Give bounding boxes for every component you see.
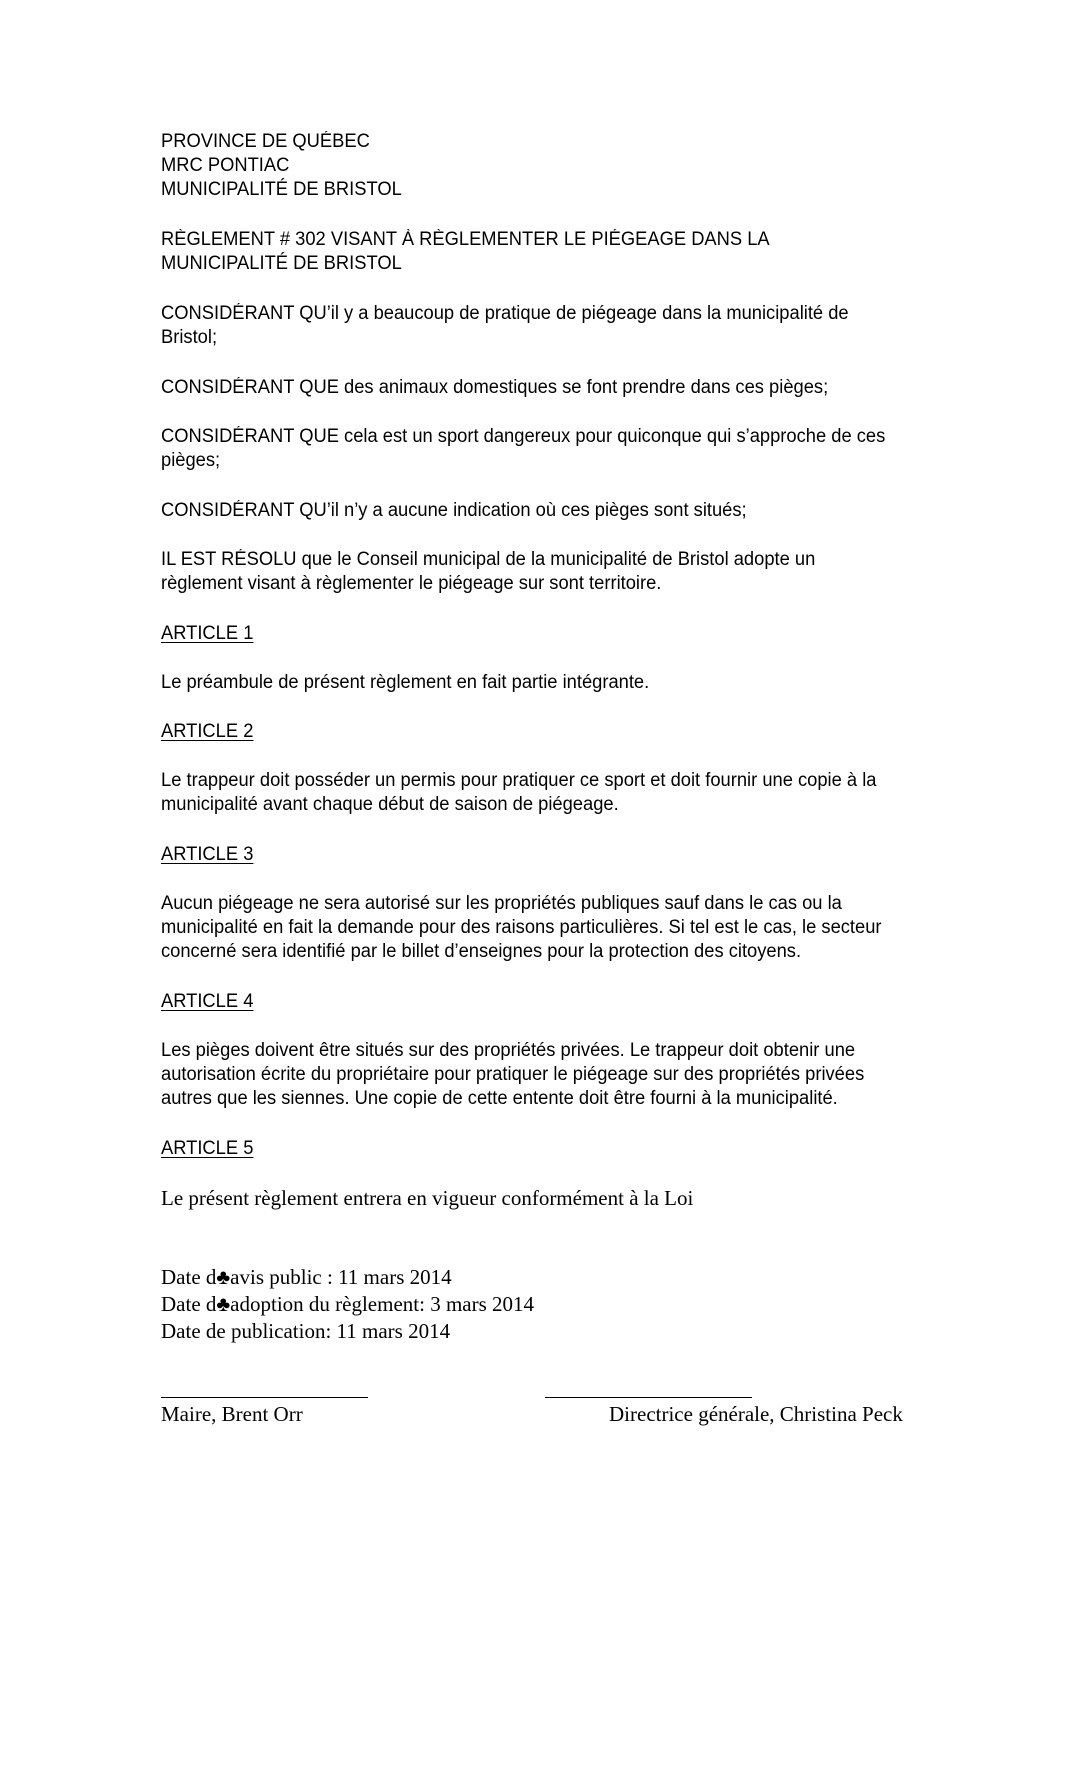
header-mrc: MRC PONTIAC [161, 155, 290, 176]
header-block [161, 130, 402, 202]
article-3-body [161, 892, 882, 964]
preamble-whereas-3 [161, 425, 885, 473]
signature-director-general: Directrice générale, Christina Peck [609, 1402, 903, 1426]
dates-block [161, 1264, 534, 1345]
article-line: Les pièges doivent être situés sur des propriétés privées. Le trappeur doit obtenir une [161, 1040, 856, 1061]
preamble-line: CONSIDÉRANT QU’il y a beaucoup de pratique de piégeage dans la municipalité de [161, 303, 849, 324]
bylaw-title-line: RÈGLEMENT # 302 VISANT À RÈGLEMENTER LE PIÉGEAGE DANS LA [161, 229, 770, 250]
article-line: autres que les siennes. Une copie de cette entente doit être fourni à la municipalité. [161, 1088, 838, 1109]
article-line: concerné sera identifié par le billet d’enseignes pour la protection des citoyens. [161, 941, 802, 962]
preamble-whereas-4 [161, 499, 747, 523]
article-3-heading: ARTICLE 3 [161, 844, 254, 865]
preamble-line: CONSIDÉRANT QU’il n’y a aucune indication où ces pièges sont situés; [161, 500, 747, 521]
preamble-line: IL EST RÉSOLU que le Conseil municipal de la municipalité de Bristol adopte un [161, 549, 816, 570]
article-line: Aucun piégeage ne sera autorisé sur les propriétés publiques sauf dans le cas ou la [161, 893, 842, 914]
preamble-line: CONSIDÉRANT QUE des animaux domestiques se font prendre dans ces pièges; [161, 377, 829, 398]
bylaw-title-line: MUNICIPALITÉ DE BRISTOL [161, 253, 402, 274]
article-line: Le présent règlement entrera en vigueur conformément à la Loi [161, 1186, 694, 1210]
article-1-heading: ARTICLE 1 [161, 623, 254, 644]
article-4-heading: ARTICLE 4 [161, 991, 254, 1012]
article-1-body [161, 671, 649, 695]
article-5-body [161, 1185, 693, 1212]
signature-line-mayor [161, 1397, 368, 1398]
preamble-resolution [161, 548, 815, 596]
preamble-line: Bristol; [161, 327, 218, 348]
preamble-line: pièges; [161, 450, 221, 471]
article-4-body [161, 1039, 864, 1111]
article-line: Le trappeur doit posséder un permis pour pratiquer ce sport et doit fournir une copie à la [161, 770, 877, 791]
date-public-notice: Date d♣avis public : 11 mars 2014 [161, 1265, 452, 1289]
bylaw-title [161, 228, 770, 276]
article-2-heading: ARTICLE 2 [161, 721, 254, 742]
date-publication: Date de publication: 11 mars 2014 [161, 1319, 451, 1343]
preamble-line: règlement visant à règlementer le piégeage sur sont territoire. [161, 573, 662, 594]
article-line: Le préambule de présent règlement en fait partie intégrante. [161, 672, 650, 693]
signature-line-director [545, 1397, 752, 1398]
article-line: municipalité en fait la demande pour des raisons particulières. Si tel est le cas, le secteur [161, 917, 882, 938]
preamble-line: CONSIDÉRANT QUE cela est un sport dangereux pour quiconque qui s’approche de ces [161, 426, 886, 447]
preamble-whereas-2 [161, 376, 828, 400]
preamble-whereas-1 [161, 302, 849, 350]
header-municipality: MUNICIPALITÉ DE BRISTOL [161, 179, 402, 200]
signature-mayor: Maire, Brent Orr [161, 1402, 303, 1426]
article-2-body [161, 769, 876, 817]
article-line: municipalité avant chaque début de saison de piégeage. [161, 794, 619, 815]
header-province: PROVINCE DE QUÉBEC [161, 131, 370, 152]
date-adoption: Date d♣adoption du règlement: 3 mars 2014 [161, 1292, 535, 1316]
article-5-heading: ARTICLE 5 [161, 1138, 254, 1159]
article-line: autorisation écrite du propriétaire pour pratiquer le piégeage sur des propriétés privées [161, 1064, 865, 1085]
